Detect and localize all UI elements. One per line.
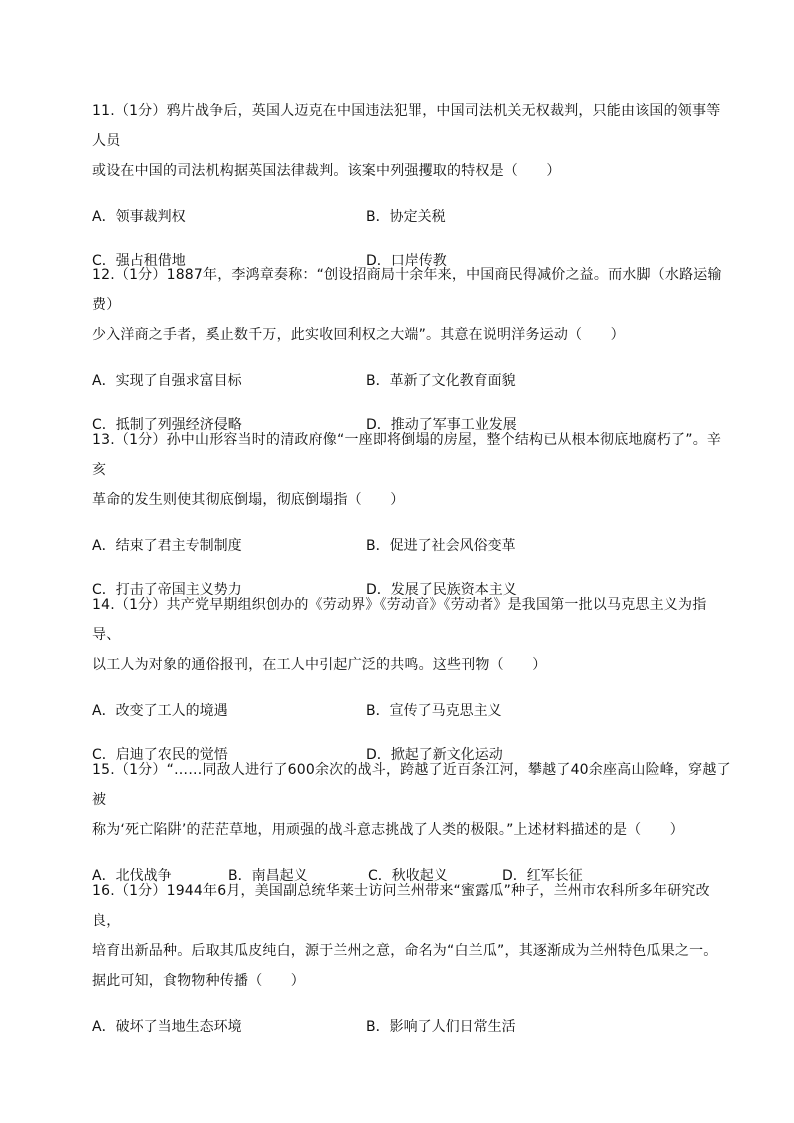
option-a: A．改变了工人的境遇 — [92, 703, 228, 719]
option-a: A．破坏了当地生态环境 — [92, 1019, 242, 1035]
question-15 — [92, 755, 732, 891]
option-d: D．掀起了新文化运动 — [366, 747, 503, 763]
options-row — [92, 366, 732, 396]
stem-line: 孙中山形容当时的清政府像“一座即将倒塌的房屋，整个结构已从根本彻底地腐朽了”。辛亥 — [92, 432, 722, 478]
option-d: D．推动了军事工业发展 — [366, 417, 517, 433]
question-number: 13. — [92, 432, 115, 448]
question-stem — [92, 260, 732, 350]
question-number: 11. — [92, 103, 115, 119]
options-row — [92, 696, 732, 726]
question-16 — [92, 876, 732, 1042]
question-stem — [92, 590, 732, 680]
question-11 — [92, 96, 732, 276]
option-a: A．结束了君主专制制度 — [92, 538, 242, 554]
option-c: C．秋收起义 — [368, 868, 448, 884]
stem-line: 少入洋商之手者，奚止数千万，此实收回利权之大端”。其意在说明洋务运动（ ） — [92, 327, 625, 343]
stem-line: 培育出新品种。后取其瓜皮纯白，源于兰州之意，命名为“白兰瓜”，其逐渐成为兰州特色瓜果之一。 — [92, 943, 718, 959]
stem-line: 或设在中国的司法机构据英国法律裁判。该案中列强攫取的特权是（ ） — [92, 163, 561, 179]
question-stem — [92, 425, 732, 515]
option-b: B．促进了社会风俗变革 — [366, 538, 516, 554]
question-stem — [92, 755, 732, 845]
option-c: C．打击了帝国主义势力 — [92, 582, 242, 598]
stem-line: 称为‘死亡陷阱’的茫茫草地，用顽强的战斗意志挑战了人类的极限。”上述材料描述的是（ ） — [92, 822, 684, 838]
option-a: A．领事裁判权 — [92, 209, 186, 225]
option-d: D．红军长征 — [502, 868, 583, 884]
question-score: （1分） — [114, 883, 167, 899]
option-a: A．实现了自强求富目标 — [92, 373, 242, 389]
question-stem — [92, 96, 732, 186]
question-12 — [92, 260, 732, 440]
stem-line: 1944年6月，美国副总统华莱士访问兰州带来“蜜露瓜”种子，兰州市农科所多年研究改良， — [92, 883, 710, 929]
question-number: 12. — [92, 267, 115, 283]
option-d: D．发展了民族资本主义 — [366, 582, 517, 598]
stem-line: “……同敌人进行了600余次的战斗，跨越了近百条江河，攀越了40余座高山险峰，穿越了被 — [92, 762, 731, 808]
question-13 — [92, 425, 732, 605]
question-stem — [92, 876, 732, 996]
options-row — [92, 531, 732, 561]
option-c: C．抵制了列强经济侵略 — [92, 417, 242, 433]
options-row — [92, 1012, 732, 1042]
question-14 — [92, 590, 732, 770]
option-a: A．北伐战争 — [92, 868, 172, 884]
option-b: B．南昌起义 — [228, 868, 308, 884]
option-c: C．启迪了农民的觉悟 — [92, 747, 228, 763]
question-score: （1分） — [114, 103, 167, 119]
stem-line: 以工人为对象的通俗报刊，在工人中引起广泛的共鸣。这些刊物（ ） — [92, 657, 547, 673]
question-score: （1分） — [114, 432, 167, 448]
option-b: B．革新了文化教育面貌 — [366, 373, 516, 389]
option-c: C．强占租借地 — [92, 253, 186, 269]
stem-line: 据此可知，食物物种传播（ ） — [92, 973, 305, 989]
question-score: （1分） — [114, 267, 167, 283]
stem-line: 革命的发生则使其彻底倒塌，彻底倒塌指（ ） — [92, 492, 405, 508]
question-number: 14. — [92, 597, 115, 613]
question-number: 16. — [92, 883, 115, 899]
options-row — [92, 202, 732, 232]
question-number: 15. — [92, 762, 115, 778]
question-score: （1分） — [114, 762, 167, 778]
stem-line: 1887年，李鸿章奏称：“创设招商局十余年来，中国商民得减价之益。而水脚（水路运输费） — [92, 267, 722, 313]
option-b: B．影响了人们日常生活 — [366, 1019, 516, 1035]
option-b: B．宣传了马克思主义 — [366, 703, 502, 719]
stem-line: 鸦片战争后，英国人迈克在中国违法犯罪，中国司法机关无权裁判，只能由该国的领事等人员 — [92, 103, 721, 149]
option-b: B．协定关税 — [366, 209, 446, 225]
stem-line: 共产党早期组织创办的《劳动界》《劳动音》《劳动者》是我国第一批以马克思主义为指导、 — [92, 597, 707, 643]
question-score: （1分） — [114, 597, 167, 613]
option-d: D．口岸传教 — [366, 253, 447, 269]
